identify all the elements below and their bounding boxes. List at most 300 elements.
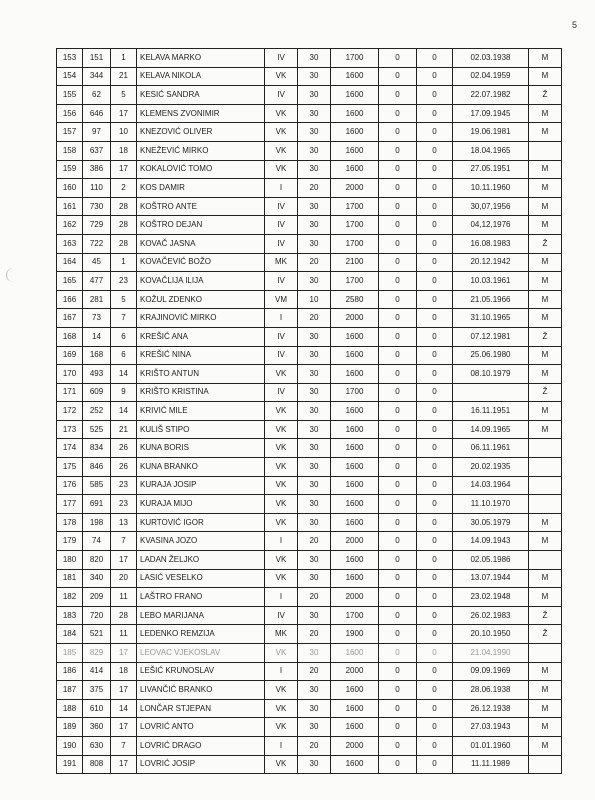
date-cell: 26.12.1938 [453,699,529,718]
group-cell: 20 [111,569,137,588]
table-row [57,179,562,198]
gender-cell: M [529,365,562,384]
amount-cell: 2000 [331,309,379,328]
gender-cell: Ž [529,327,562,346]
qualification-cell: IV [265,606,298,625]
name-cell: KVASINA JOZO [137,532,265,551]
amount-cell: 2100 [331,253,379,272]
id-cell: 281 [83,290,111,309]
row-number: 188 [57,699,83,718]
id-cell: 521 [83,625,111,644]
name-cell: KRIŠTO ANTUN [137,365,265,384]
row-number: 164 [57,253,83,272]
value-a-cell: 0 [379,197,417,216]
gender-cell: M [529,49,562,68]
id-cell: 168 [83,346,111,365]
gender-cell: M [529,67,562,86]
group-cell: 5 [111,86,137,105]
qualification-cell: IV [265,272,298,291]
coefficient-cell: 30 [298,420,331,439]
row-number: 176 [57,476,83,495]
gender-cell [529,141,562,160]
row-number: 155 [57,86,83,105]
date-cell: 01.01.1960 [453,736,529,755]
amount-cell: 1700 [331,606,379,625]
amount-cell: 1700 [331,49,379,68]
value-a-cell: 0 [379,141,417,160]
date-cell: 02.04.1959 [453,67,529,86]
table-row [57,606,562,625]
row-number: 157 [57,123,83,142]
row-number: 169 [57,346,83,365]
table-row [57,495,562,514]
name-cell: LONČAR STJEPAN [137,699,265,718]
table-row [57,86,562,105]
date-cell: 27.03.1943 [453,718,529,737]
id-cell: 360 [83,718,111,737]
qualification-cell: VK [265,718,298,737]
name-cell: KUNA BORIS [137,439,265,458]
name-cell: KURAJA JOSIP [137,476,265,495]
value-b-cell: 0 [417,569,453,588]
coefficient-cell: 30 [298,644,331,663]
value-b-cell: 0 [417,86,453,105]
name-cell: KNEZOVIĆ OLIVER [137,123,265,142]
value-a-cell: 0 [379,736,417,755]
row-number: 162 [57,216,83,235]
coefficient-cell: 10 [298,290,331,309]
value-a-cell: 0 [379,644,417,663]
group-cell: 10 [111,123,137,142]
coefficient-cell: 30 [298,123,331,142]
table-row [57,420,562,439]
name-cell: KOKALOVIĆ TOMO [137,160,265,179]
date-cell: 30.05.1979 [453,513,529,532]
gender-cell: M [529,718,562,737]
group-cell: 17 [111,681,137,700]
name-cell: KOVAČLIJA ILIJA [137,272,265,291]
row-number: 186 [57,662,83,681]
id-cell: 110 [83,179,111,198]
date-cell: 23.02.1948 [453,588,529,607]
qualification-cell: VK [265,551,298,570]
date-cell: 14.09.1965 [453,420,529,439]
name-cell: KREŠIĆ ANA [137,327,265,346]
qualification-cell: IV [265,327,298,346]
value-a-cell: 0 [379,755,417,774]
group-cell: 1 [111,253,137,272]
id-cell: 252 [83,402,111,421]
qualification-cell: VK [265,420,298,439]
value-b-cell: 0 [417,644,453,663]
date-cell: 18.04.1965 [453,141,529,160]
amount-cell: 1600 [331,551,379,570]
value-b-cell: 0 [417,346,453,365]
coefficient-cell: 30 [298,49,331,68]
row-number: 185 [57,644,83,663]
coefficient-cell: 30 [298,681,331,700]
row-number: 189 [57,718,83,737]
qualification-cell: I [265,179,298,198]
gender-cell: M [529,104,562,123]
group-cell: 17 [111,551,137,570]
id-cell: 609 [83,383,111,402]
amount-cell: 2000 [331,662,379,681]
table-row [57,699,562,718]
page-number: 5 [572,20,578,30]
table-row [57,476,562,495]
gender-cell: Ž [529,606,562,625]
name-cell: LASIĆ VESELKO [137,569,265,588]
amount-cell: 1600 [331,365,379,384]
amount-cell: 2000 [331,532,379,551]
id-cell: 722 [83,234,111,253]
coefficient-cell: 30 [298,439,331,458]
name-cell: LOVRIĆ DRAGO [137,736,265,755]
value-b-cell: 0 [417,551,453,570]
amount-cell: 1600 [331,141,379,160]
name-cell: LEOVAC VJEKOSLAV [137,644,265,663]
name-cell: KREŠIĆ NINA [137,346,265,365]
id-cell: 386 [83,160,111,179]
group-cell: 13 [111,513,137,532]
punch-hole-mark [6,268,21,282]
amount-cell: 1600 [331,327,379,346]
qualification-cell: VK [265,513,298,532]
value-a-cell: 0 [379,439,417,458]
gender-cell [529,644,562,663]
id-cell: 610 [83,699,111,718]
value-a-cell: 0 [379,49,417,68]
coefficient-cell: 30 [298,755,331,774]
row-number: 177 [57,495,83,514]
name-cell: KOŠTRO ANTE [137,197,265,216]
row-number: 181 [57,569,83,588]
value-b-cell: 0 [417,49,453,68]
id-cell: 209 [83,588,111,607]
amount-cell: 1600 [331,86,379,105]
date-cell: 07.12.1981 [453,327,529,346]
id-cell: 646 [83,104,111,123]
gender-cell: M [529,290,562,309]
qualification-cell: I [265,532,298,551]
amount-cell: 1600 [331,495,379,514]
table-row [57,67,562,86]
coefficient-cell: 30 [298,718,331,737]
value-b-cell: 0 [417,253,453,272]
gender-cell: M [529,216,562,235]
date-cell: 21.04.1990 [453,644,529,663]
qualification-cell: VK [265,681,298,700]
coefficient-cell: 30 [298,197,331,216]
coefficient-cell: 30 [298,699,331,718]
group-cell: 23 [111,495,137,514]
date-cell: 04,12,1976 [453,216,529,235]
id-cell: 375 [83,681,111,700]
row-number: 180 [57,551,83,570]
coefficient-cell: 30 [298,346,331,365]
table-row [57,197,562,216]
name-cell: KNEŽEVIĆ MIRKO [137,141,265,160]
value-b-cell: 0 [417,606,453,625]
value-a-cell: 0 [379,365,417,384]
value-a-cell: 0 [379,606,417,625]
value-b-cell: 0 [417,327,453,346]
id-cell: 846 [83,458,111,477]
value-a-cell: 0 [379,718,417,737]
table-row [57,551,562,570]
group-cell: 14 [111,699,137,718]
id-cell: 62 [83,86,111,105]
gender-cell: M [529,197,562,216]
group-cell: 17 [111,104,137,123]
qualification-cell: VK [265,123,298,142]
value-a-cell: 0 [379,327,417,346]
name-cell: KOVAČ JASNA [137,234,265,253]
row-number: 187 [57,681,83,700]
row-number: 163 [57,234,83,253]
amount-cell: 1700 [331,383,379,402]
group-cell: 17 [111,160,137,179]
qualification-cell: VK [265,439,298,458]
group-cell: 18 [111,141,137,160]
coefficient-cell: 30 [298,606,331,625]
group-cell: 9 [111,383,137,402]
qualification-cell: VM [265,290,298,309]
gender-cell: M [529,699,562,718]
qualification-cell: VK [265,67,298,86]
value-a-cell: 0 [379,160,417,179]
id-cell: 729 [83,216,111,235]
value-b-cell: 0 [417,160,453,179]
qualification-cell: VK [265,699,298,718]
row-number: 175 [57,458,83,477]
coefficient-cell: 30 [298,495,331,514]
id-cell: 493 [83,365,111,384]
value-a-cell: 0 [379,67,417,86]
coefficient-cell: 20 [298,588,331,607]
table-row [57,718,562,737]
amount-cell: 2000 [331,179,379,198]
row-number: 167 [57,309,83,328]
id-cell: 585 [83,476,111,495]
date-cell: 14.03.1964 [453,476,529,495]
value-b-cell: 0 [417,625,453,644]
value-b-cell: 0 [417,123,453,142]
id-cell: 834 [83,439,111,458]
row-number: 173 [57,420,83,439]
name-cell: KELAVA NIKOLA [137,67,265,86]
date-cell: 21.05.1966 [453,290,529,309]
table-row [57,588,562,607]
value-a-cell: 0 [379,290,417,309]
amount-cell: 1700 [331,216,379,235]
amount-cell: 2000 [331,588,379,607]
group-cell: 28 [111,216,137,235]
name-cell: LEŠIĆ KRUNOSLAV [137,662,265,681]
value-b-cell: 0 [417,439,453,458]
value-a-cell: 0 [379,346,417,365]
group-cell: 7 [111,736,137,755]
coefficient-cell: 30 [298,476,331,495]
table-row [57,569,562,588]
value-a-cell: 0 [379,625,417,644]
group-cell: 21 [111,420,137,439]
table-row [57,681,562,700]
group-cell: 7 [111,532,137,551]
coefficient-cell: 20 [298,662,331,681]
id-cell: 344 [83,67,111,86]
value-a-cell: 0 [379,216,417,235]
value-a-cell: 0 [379,272,417,291]
qualification-cell: IV [265,49,298,68]
gender-cell: M [529,532,562,551]
row-number: 191 [57,755,83,774]
coefficient-cell: 30 [298,141,331,160]
value-a-cell: 0 [379,532,417,551]
gender-cell: M [529,179,562,198]
group-cell: 11 [111,625,137,644]
qualification-cell: IV [265,86,298,105]
value-b-cell: 0 [417,197,453,216]
qualification-cell: IV [265,234,298,253]
amount-cell: 1600 [331,402,379,421]
gender-cell [529,476,562,495]
qualification-cell: IV [265,216,298,235]
value-a-cell: 0 [379,588,417,607]
qualification-cell: VK [265,569,298,588]
table-row [57,402,562,421]
gender-cell: M [529,160,562,179]
name-cell: KELAVA MARKO [137,49,265,68]
date-cell [453,383,529,402]
qualification-cell: I [265,662,298,681]
gender-cell: M [529,513,562,532]
coefficient-cell: 30 [298,234,331,253]
value-b-cell: 0 [417,272,453,291]
table-row [57,644,562,663]
coefficient-cell: 30 [298,365,331,384]
id-cell: 820 [83,551,111,570]
group-cell: 17 [111,644,137,663]
qualification-cell: IV [265,346,298,365]
value-b-cell: 0 [417,216,453,235]
gender-cell: M [529,736,562,755]
value-b-cell: 0 [417,179,453,198]
group-cell: 18 [111,662,137,681]
qualification-cell: I [265,588,298,607]
group-cell: 28 [111,197,137,216]
table-row [57,309,562,328]
value-b-cell: 0 [417,290,453,309]
table-row [57,141,562,160]
table-row [57,755,562,774]
gender-cell: M [529,402,562,421]
id-cell: 730 [83,197,111,216]
date-cell: 25.06.1980 [453,346,529,365]
row-number: 158 [57,141,83,160]
coefficient-cell: 30 [298,216,331,235]
qualification-cell: VK [265,755,298,774]
date-cell: 30,07,1956 [453,197,529,216]
table-row [57,365,562,384]
qualification-cell: VK [265,476,298,495]
date-cell: 09.09.1969 [453,662,529,681]
amount-cell: 1700 [331,272,379,291]
amount-cell: 1600 [331,346,379,365]
value-b-cell: 0 [417,588,453,607]
group-cell: 23 [111,476,137,495]
group-cell: 23 [111,272,137,291]
value-a-cell: 0 [379,402,417,421]
group-cell: 17 [111,718,137,737]
date-cell: 06.11.1961 [453,439,529,458]
qualification-cell: VK [265,495,298,514]
table-row [57,49,562,68]
date-cell: 31.10.1965 [453,309,529,328]
gender-cell: M [529,346,562,365]
value-a-cell: 0 [379,662,417,681]
name-cell: LOVRIĆ ANTO [137,718,265,737]
id-cell: 720 [83,606,111,625]
date-cell: 08.10.1979 [453,365,529,384]
gender-cell [529,458,562,477]
gender-cell: M [529,420,562,439]
coefficient-cell: 20 [298,179,331,198]
date-cell: 11.10.1970 [453,495,529,514]
id-cell: 691 [83,495,111,514]
qualification-cell: IV [265,197,298,216]
registry-table [56,48,562,774]
date-cell: 14.09.1943 [453,532,529,551]
value-b-cell: 0 [417,67,453,86]
name-cell: LOVRIĆ JOSIP [137,755,265,774]
date-cell: 16.11.1951 [453,402,529,421]
gender-cell: M [529,253,562,272]
name-cell: LEBO MARIJANA [137,606,265,625]
name-cell: KUNA BRANKO [137,458,265,477]
row-number: 170 [57,365,83,384]
amount-cell: 1600 [331,755,379,774]
row-number: 190 [57,736,83,755]
gender-cell [529,439,562,458]
table-row [57,383,562,402]
value-b-cell: 0 [417,476,453,495]
gender-cell: M [529,309,562,328]
gender-cell: Ž [529,383,562,402]
group-cell: 7 [111,309,137,328]
value-a-cell: 0 [379,495,417,514]
amount-cell: 1600 [331,160,379,179]
row-number: 153 [57,49,83,68]
row-number: 182 [57,588,83,607]
row-number: 171 [57,383,83,402]
row-number: 178 [57,513,83,532]
gender-cell: Ž [529,234,562,253]
amount-cell: 1600 [331,569,379,588]
value-a-cell: 0 [379,569,417,588]
gender-cell: M [529,662,562,681]
coefficient-cell: 30 [298,513,331,532]
id-cell: 73 [83,309,111,328]
name-cell: KRIVIĆ MILE [137,402,265,421]
gender-cell: M [529,681,562,700]
date-cell: 28.06.1938 [453,681,529,700]
amount-cell: 1700 [331,234,379,253]
table-row [57,439,562,458]
qualification-cell: VK [265,160,298,179]
date-cell: 22.07.1982 [453,86,529,105]
